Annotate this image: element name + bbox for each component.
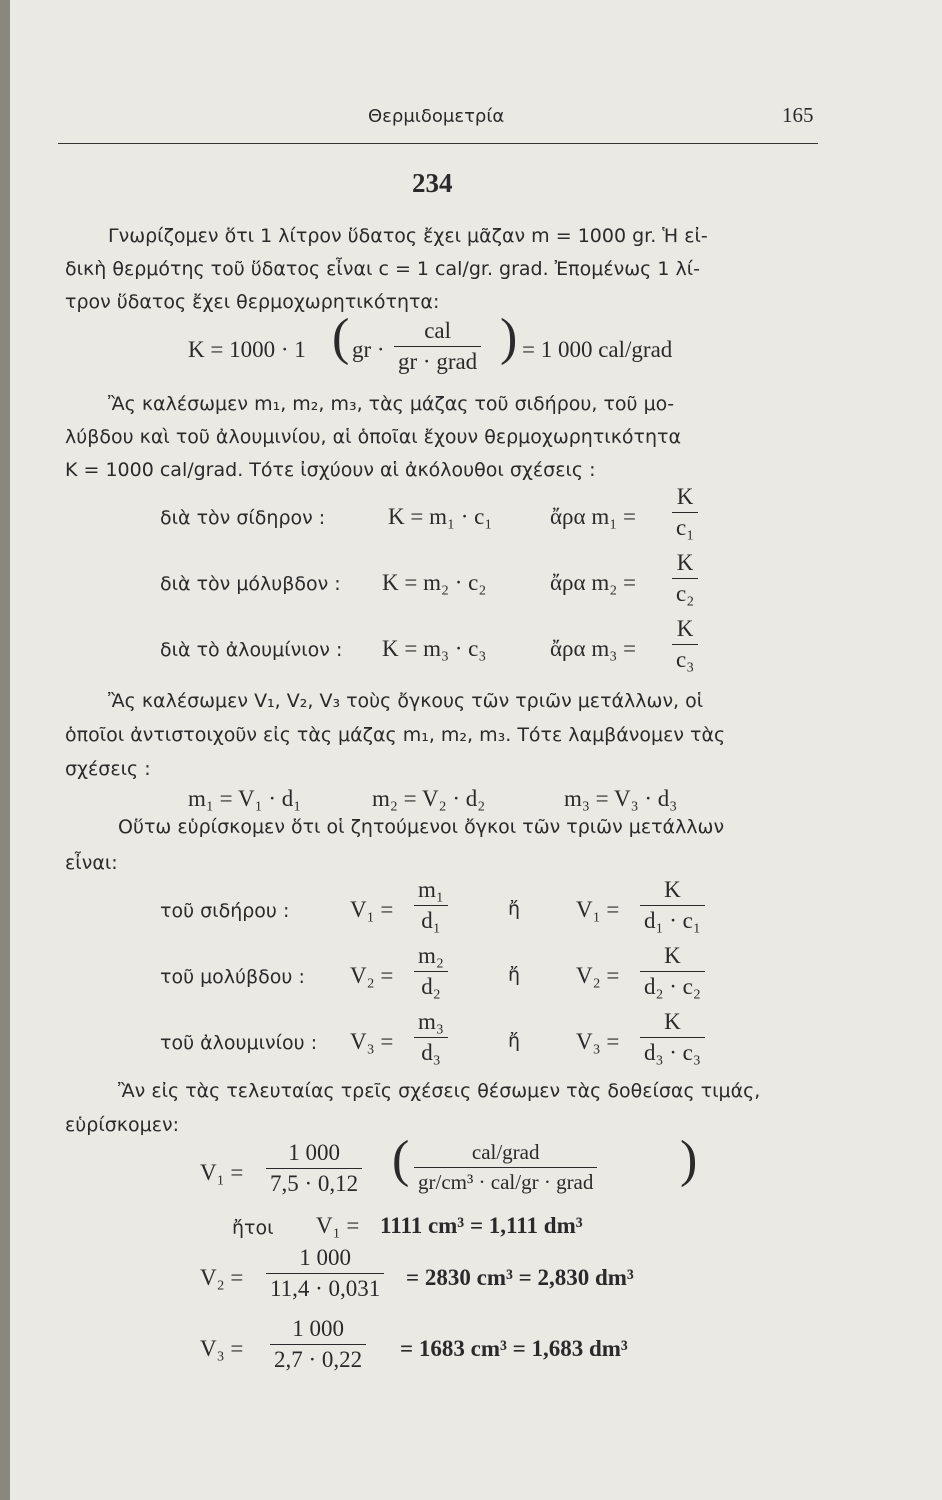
volume-fraction: [414, 943, 448, 1000]
intro-line-2: δικὴ θερμότης τοῦ ὕδατος εἶναι c = 1 cal/gr. grad. Ἐπομένως 1 λί-: [65, 258, 700, 280]
eq-k-paren-close: ): [500, 309, 518, 366]
volume-fraction-2: [640, 943, 705, 1000]
volume-num: m₁: [418, 877, 444, 902]
volume-den-2: d₃ · c₃: [640, 1037, 705, 1066]
para3-line-2: ὁποῖοι ἀντιστοιχοῦν εἰς τὰς μάζας m₁, m₂, m₃. Τότε λαμβάνομεν τὰς: [65, 724, 726, 746]
intro-line-3: τρον ὕδατος ἔχει θερμοχωρητικότητα:: [65, 291, 440, 313]
mass-volume-1: m₁ = V₁ · d₁: [188, 786, 302, 811]
eq-k-num: cal: [424, 318, 451, 343]
para5-line-1: Ἂν εἰς τὰς τελευταίας τρεῖς σχέσεις θέσωμεν τὰς δοθείσας τιμάς,: [118, 1080, 761, 1102]
relation-eq: K = m₁ · c₁: [388, 504, 493, 529]
relation-den: c₂: [672, 578, 698, 607]
eq-k-gr: gr ·: [352, 337, 385, 362]
volume-lhs: V₁ =: [350, 897, 394, 922]
volume-fraction-2: [640, 877, 705, 934]
para5-line-2: εὑρίσκομεν:: [65, 1114, 179, 1136]
volume-label: τοῦ μολύβδου :: [160, 966, 305, 988]
volume-num-2: K: [664, 877, 681, 902]
relation-ara: ἄρα m₂ =: [550, 570, 636, 595]
mass-volume-2: m₂ = V₂ · d₂: [372, 786, 486, 811]
book-page: [10, 0, 942, 1500]
relation-label: διὰ τὸ ἀλουμίνιον :: [160, 639, 343, 661]
volume-den: d₁: [414, 905, 448, 934]
volume-den: d₂: [414, 971, 448, 1000]
final-v2-lhs: V₂ =: [200, 1265, 244, 1290]
final-v2-num: 1 000: [299, 1245, 352, 1270]
final-v2-fraction: [266, 1245, 384, 1302]
relation-fraction: [672, 550, 698, 607]
para4-line-2: εἶναι:: [65, 852, 118, 874]
volume-fraction: [414, 1009, 448, 1066]
relation-label: διὰ τὸν σίδηρον :: [160, 507, 326, 529]
final-v2-result: = 2830 cm³ = 2,830 dm³: [406, 1265, 634, 1290]
eq-k-paren-open: (: [332, 309, 350, 366]
para4-line-1: Οὕτω εὑρίσκομεν ὅτι οἱ ζητούμενοι ὄγκοι τῶν τριῶν μετάλλων: [118, 816, 725, 838]
volume-lhs-2: V₂ =: [576, 963, 620, 988]
para2-line-2: λύβδου καὶ τοῦ ἀλουμινίου, αἱ ὁποῖαι ἔχουν θερμοχωρητικότητα: [65, 426, 681, 448]
para2-line-1: Ἂς καλέσωμεν m₁, m₂, m₃, τὰς μάζας τοῦ σιδήρου, τοῦ μο-: [108, 393, 675, 415]
final-v1-lhs: V₁ =: [200, 1160, 244, 1185]
volume-lhs-2: V₃ =: [576, 1029, 620, 1054]
volume-den-2: d₂ · c₂: [640, 971, 705, 1000]
eq-k-rhs: = 1 000 cal/grad: [522, 337, 673, 362]
final-v1-unit-fraction: [414, 1140, 597, 1195]
relation-label: διὰ τὸν μόλυβδον :: [160, 573, 341, 595]
final-v1-unit-den: gr/cm³ · cal/gr · grad: [414, 1167, 597, 1195]
relation-eq: K = m₃ · c₃: [382, 636, 487, 661]
volume-lhs: V₂ =: [350, 963, 394, 988]
volume-label: τοῦ ἀλουμινίου :: [160, 1032, 318, 1054]
volume-lhs-2: V₁ =: [576, 897, 620, 922]
volume-num-2: K: [664, 1009, 681, 1034]
page-number: 165: [782, 103, 814, 127]
eq-k-lhs: K = 1000 · 1: [188, 337, 306, 362]
volume-den-2: d₁ · c₁: [640, 905, 705, 934]
final-v3-lhs: V₃ =: [200, 1336, 244, 1361]
para3-line-1: Ἂς καλέσωμεν V₁, V₂, V₃ τοὺς ὄγκους τῶν τριῶν μετάλλων, οἱ: [108, 690, 704, 712]
volume-fraction-2: [640, 1009, 705, 1066]
relation-ara: ἄρα m₃ =: [550, 636, 636, 661]
final-v1-fraction: [266, 1140, 362, 1197]
volume-label: τοῦ σιδήρου :: [160, 900, 290, 922]
volume-or: ἤ: [508, 964, 521, 986]
volume-num-2: K: [664, 943, 681, 968]
relation-num: K: [676, 616, 694, 641]
final-v3-num: 1 000: [292, 1316, 344, 1341]
intro-line-1: Γνωρίζομεν ὅτι 1 λίτρον ὕδατος ἔχει μᾶζαν m = 1000 gr. Ἡ εἰ-: [108, 225, 708, 247]
result-v1-lhs: V₁ =: [316, 1213, 360, 1238]
relation-eq: K = m₂ · c₂: [382, 570, 487, 595]
mass-volume-3: m₃ = V₃ · d₃: [564, 786, 678, 811]
relation-fraction: [672, 484, 698, 541]
eq-k-den: gr · grad: [394, 346, 481, 375]
volume-or: ἤ: [508, 1030, 521, 1052]
relation-den: c₁: [672, 512, 698, 541]
running-header-title: Θερμιδομετρία: [368, 106, 505, 127]
volume-den: d₃: [414, 1037, 448, 1066]
final-v1-unit-num: cal/grad: [471, 1140, 540, 1164]
relation-num: K: [676, 484, 694, 509]
header-rule: [58, 143, 818, 144]
volume-lhs: V₃ =: [350, 1029, 394, 1054]
final-v1-num: 1 000: [288, 1140, 340, 1165]
final-v2-den: 11,4 · 0,031: [266, 1273, 384, 1302]
result-v1-prefix: ἤτοι: [232, 1217, 274, 1239]
final-v1-paren-open: (: [392, 1131, 410, 1188]
volume-num: m₂: [418, 943, 444, 968]
result-v1-value: 1111 cm³ = 1,111 dm³: [380, 1213, 583, 1238]
final-v3-result: = 1683 cm³ = 1,683 dm³: [400, 1336, 628, 1361]
relation-den: c₃: [672, 644, 698, 673]
relation-fraction: [672, 616, 698, 673]
relation-num: K: [676, 550, 694, 575]
para2-line-3: K = 1000 cal/grad. Τότε ἰσχύουν αἱ ἀκόλουθοι σχέσεις :: [65, 459, 596, 481]
eq-k-fraction: [394, 318, 481, 375]
final-v1-paren-close: ): [680, 1131, 698, 1188]
relation-ara: ἄρα m₁ =: [550, 504, 636, 529]
final-v3-den: 2,7 · 0,22: [270, 1344, 366, 1373]
final-v3-fraction: [270, 1316, 366, 1373]
final-v1-den: 7,5 · 0,12: [266, 1168, 362, 1197]
problem-number: 234: [412, 168, 453, 198]
volume-fraction: [414, 877, 448, 934]
para3-line-3: σχέσεις :: [65, 758, 151, 780]
volume-num: m₃: [418, 1009, 444, 1034]
volume-or: ἤ: [508, 898, 521, 920]
